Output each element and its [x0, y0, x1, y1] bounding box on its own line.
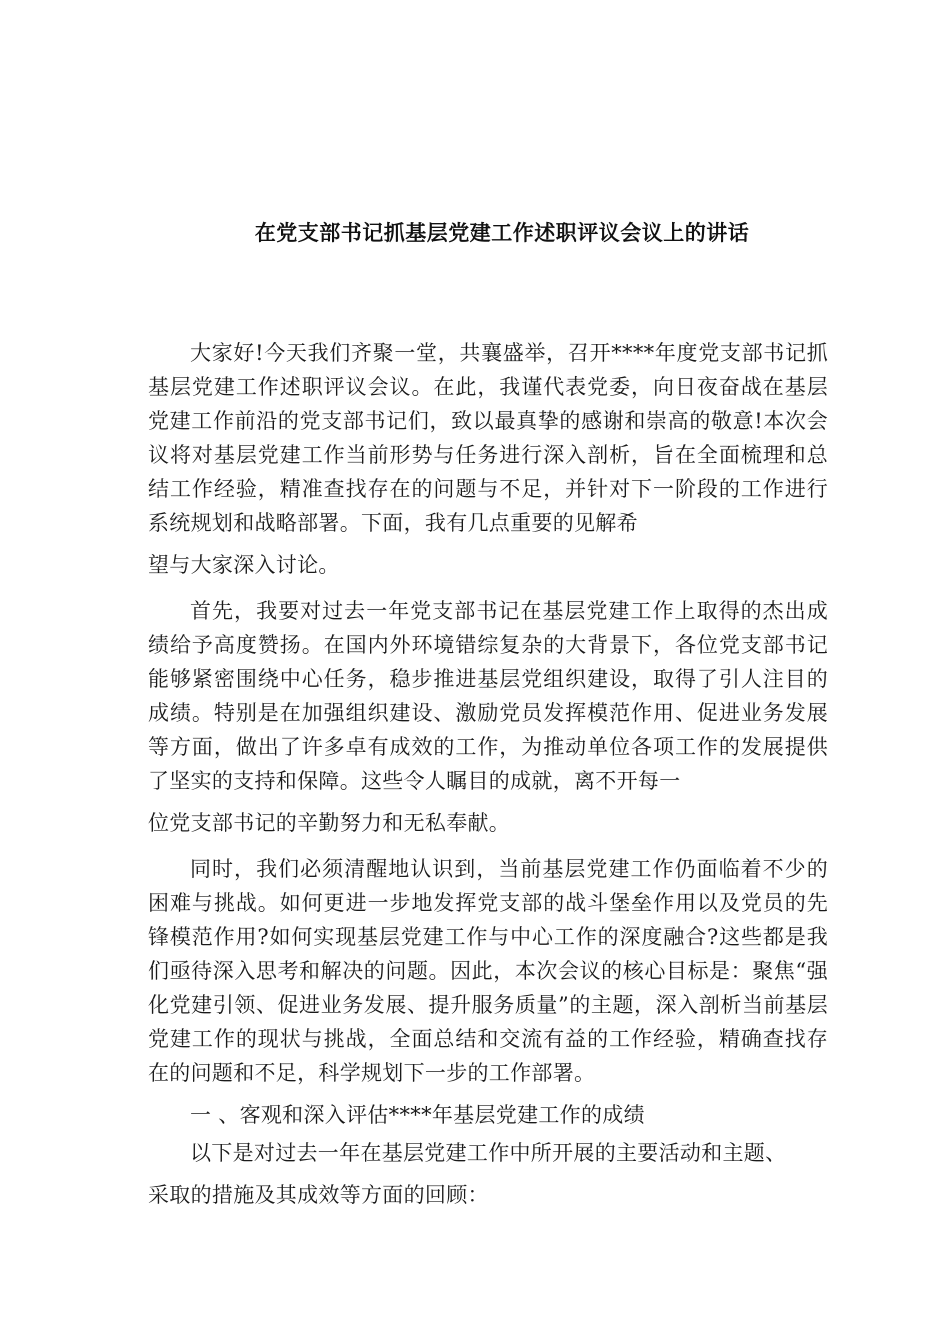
- paragraph-opening-last-line: 望与大家深入讨论。: [148, 553, 340, 577]
- paragraph-opening: [148, 336, 828, 582]
- paragraph-opening-text: 大家好!今天我们齐聚一堂，共襄盛举，召开****年度党支部书记抓基层党建工作述职评议会议。在此，我谨代表党委，向日夜奋战在基层党建工作前沿的党支部书记们，致以最真挚的感谢和崇高的敬意!本次会议将对基层党建工作当前形势与任务进行深入剖析，旨在全面梳理和总结工作经验，精准查找存在的问题与不足，并针对下一阶段的工作进行系统规划和战略部署。下面，我有几点重要的见解希: [148, 341, 828, 535]
- paragraph-praise-text: 首先，我要对过去一年党支部书记在基层党建工作上取得的杰出成绩给予高度赞扬。在国内外环境错综复杂的大背景下，各位党支部书记能够紧密围绕中心任务，稳步推进基层党组织建设，取得了引人注目的成绩。特别是在加强组织建设、激励党员发挥模范作用、促进业务发展等方面，做出了许多卓有成效的工作，为推动单位各项工作的发展提供了坚实的支持和保障。这些令人瞩目的成就，离不开每一: [148, 599, 828, 793]
- paragraph-challenges-text: 同时，我们必须清醒地认识到，当前基层党建工作仍面临着不少的困难与挑战。如何更进一步地发挥党支部的战斗堡垒作用以及党员的先锋模范作用?如何实现基层党建工作与中心工作的深度融合?这些都是我们亟待深入思考和解决的问题。因此，本次会议的核心目标是：聚焦“强化党建引领、促进业务发展、提升服务质量”的主题，深入剖析当前基层党建工作的现状与挑战，全面总结和交流有益的工作经验，精确查找存在的问题和不足，科学规划下一步的工作部署。: [148, 857, 828, 1085]
- section-heading: 一 、客观和深入评估****年基层党建工作的成绩: [190, 1103, 645, 1127]
- paragraph-challenges: [148, 852, 828, 1090]
- paragraph-review-intro-last-line: 采取的措施及其成效等方面的回顾：: [148, 1183, 489, 1207]
- paragraph-review-intro: [148, 1136, 828, 1212]
- paragraph-praise-last-line: 位党支部书记的辛勤努力和无私奉献。: [148, 811, 511, 835]
- document-body: [148, 336, 828, 1212]
- document-title: 在党支部书记抓基层党建工作述职评议会议上的讲话: [254, 221, 750, 245]
- paragraph-review-intro-text: 以下是对过去一年在基层党建工作中所开展的主要活动和主题、: [190, 1141, 787, 1165]
- paragraph-praise: [148, 594, 828, 840]
